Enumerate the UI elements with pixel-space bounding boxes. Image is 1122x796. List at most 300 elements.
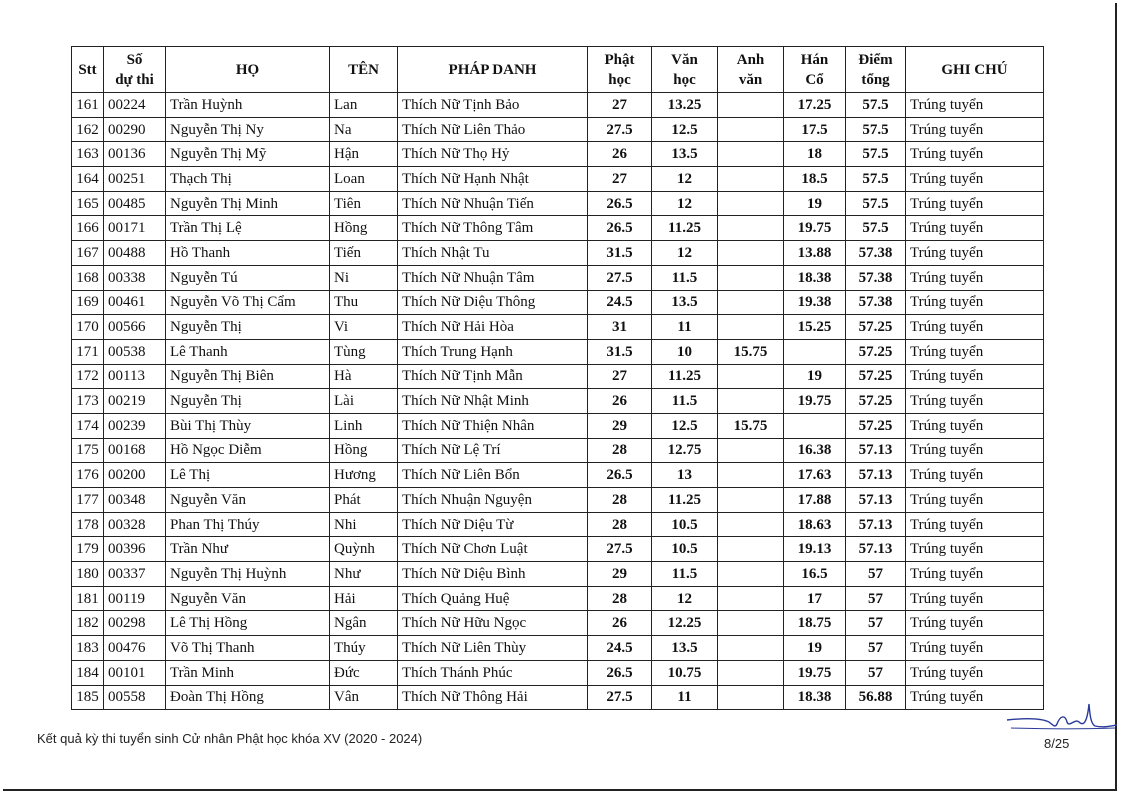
cell-dharma-name: Thích Nữ Hạnh Nhật — [398, 167, 588, 192]
cell-classical-chinese-score: 18.5 — [784, 167, 846, 192]
cell-literature-score: 13.5 — [652, 142, 718, 167]
cell-surname: Nguyễn Thị Minh — [166, 191, 330, 216]
cell-candidate-number: 00461 — [104, 290, 166, 315]
cell-candidate-number: 00200 — [104, 463, 166, 488]
cell-dharma-name: Thích Nữ Chơn Luật — [398, 537, 588, 562]
table-row — [72, 142, 1044, 167]
table-row — [72, 562, 1044, 587]
cell-classical-chinese-score: 19 — [784, 191, 846, 216]
cell-dharma-name: Thích Nữ Tịnh Mẫn — [398, 364, 588, 389]
cell-stt: 180 — [72, 562, 104, 587]
cell-dharma-name: Thích Nữ Nhuận Tâm — [398, 265, 588, 290]
cell-buddhism-score: 24.5 — [588, 290, 652, 315]
cell-classical-chinese-score: 17.63 — [784, 463, 846, 488]
col-header-buddhism-score: Phật học — [588, 47, 652, 93]
cell-candidate-number: 00485 — [104, 191, 166, 216]
cell-total-score: 57.5 — [846, 191, 906, 216]
cell-english-score — [718, 611, 784, 636]
page-number: 8/25 — [1044, 736, 1070, 751]
cell-classical-chinese-score: 19 — [784, 636, 846, 661]
col-header-total-score: Điểm tổng — [846, 47, 906, 93]
cell-literature-score: 12 — [652, 241, 718, 266]
signature-mark — [1005, 698, 1120, 740]
col-header-note: GHI CHÚ — [906, 47, 1044, 93]
col-header-english-score: Anh văn — [718, 47, 784, 93]
cell-candidate-number: 00538 — [104, 339, 166, 364]
cell-total-score: 57 — [846, 636, 906, 661]
cell-candidate-number: 00224 — [104, 93, 166, 118]
cell-buddhism-score: 31 — [588, 315, 652, 340]
table-row — [72, 463, 1044, 488]
footer-caption: Kết quả kỳ thi tuyển sinh Cử nhân Phật học khóa XV (2020 - 2024) — [37, 731, 423, 746]
cell-given-name: Hồng — [330, 438, 398, 463]
table-row — [72, 339, 1044, 364]
table-row — [72, 191, 1044, 216]
cell-buddhism-score: 26 — [588, 142, 652, 167]
cell-surname: Nguyễn Thị Biên — [166, 364, 330, 389]
cell-dharma-name: Thích Nữ Diệu Thông — [398, 290, 588, 315]
cell-stt: 166 — [72, 216, 104, 241]
cell-note: Trúng tuyển — [906, 611, 1044, 636]
cell-total-score: 57.13 — [846, 488, 906, 513]
cell-surname: Đoàn Thị Hồng — [166, 685, 330, 710]
cell-stt: 171 — [72, 339, 104, 364]
cell-literature-score: 12.5 — [652, 117, 718, 142]
cell-buddhism-score: 27.5 — [588, 117, 652, 142]
cell-total-score: 56.88 — [846, 685, 906, 710]
cell-classical-chinese-score: 17 — [784, 586, 846, 611]
table-row — [72, 512, 1044, 537]
cell-english-score: 15.75 — [718, 339, 784, 364]
cell-buddhism-score: 27.5 — [588, 265, 652, 290]
cell-buddhism-score: 26.5 — [588, 463, 652, 488]
cell-candidate-number: 00298 — [104, 611, 166, 636]
cell-english-score — [718, 660, 784, 685]
cell-given-name: Hương — [330, 463, 398, 488]
cell-classical-chinese-score: 16.38 — [784, 438, 846, 463]
cell-literature-score: 12.25 — [652, 611, 718, 636]
cell-given-name: Lan — [330, 93, 398, 118]
cell-english-score — [718, 636, 784, 661]
cell-dharma-name: Thích Nữ Nhuận Tiến — [398, 191, 588, 216]
cell-stt: 170 — [72, 315, 104, 340]
cell-total-score: 57.13 — [846, 537, 906, 562]
cell-buddhism-score: 28 — [588, 586, 652, 611]
cell-stt: 182 — [72, 611, 104, 636]
cell-surname: Nguyễn Thị Huỳnh — [166, 562, 330, 587]
cell-english-score — [718, 438, 784, 463]
cell-dharma-name: Thích Thánh Phúc — [398, 660, 588, 685]
cell-classical-chinese-score: 18.38 — [784, 685, 846, 710]
cell-note: Trúng tuyển — [906, 290, 1044, 315]
cell-classical-chinese-score: 19.13 — [784, 537, 846, 562]
cell-classical-chinese-score: 17.88 — [784, 488, 846, 513]
cell-buddhism-score: 27 — [588, 364, 652, 389]
cell-classical-chinese-score: 17.5 — [784, 117, 846, 142]
cell-stt: 167 — [72, 241, 104, 266]
cell-surname: Trần Như — [166, 537, 330, 562]
cell-note: Trúng tuyển — [906, 488, 1044, 513]
cell-given-name: Tùng — [330, 339, 398, 364]
cell-total-score: 57.5 — [846, 142, 906, 167]
cell-stt: 179 — [72, 537, 104, 562]
cell-dharma-name: Thích Nữ Hữu Ngọc — [398, 611, 588, 636]
col-header-surname: HỌ — [166, 47, 330, 93]
cell-dharma-name: Thích Nữ Thọ Hỷ — [398, 142, 588, 167]
cell-candidate-number: 00396 — [104, 537, 166, 562]
cell-dharma-name: Thích Nữ Diệu Bình — [398, 562, 588, 587]
cell-dharma-name: Thích Nhật Tu — [398, 241, 588, 266]
cell-classical-chinese-score: 18.75 — [784, 611, 846, 636]
table-row — [72, 364, 1044, 389]
cell-classical-chinese-score: 19.75 — [784, 216, 846, 241]
cell-stt: 164 — [72, 167, 104, 192]
cell-candidate-number: 00119 — [104, 586, 166, 611]
cell-given-name: Ni — [330, 265, 398, 290]
cell-literature-score: 10.75 — [652, 660, 718, 685]
cell-candidate-number: 00566 — [104, 315, 166, 340]
cell-stt: 174 — [72, 413, 104, 438]
cell-surname: Nguyễn Thị Mỹ — [166, 142, 330, 167]
cell-literature-score: 10.5 — [652, 537, 718, 562]
cell-total-score: 57.25 — [846, 413, 906, 438]
cell-given-name: Hà — [330, 364, 398, 389]
cell-total-score: 57.38 — [846, 241, 906, 266]
cell-literature-score: 13.5 — [652, 290, 718, 315]
cell-stt: 176 — [72, 463, 104, 488]
cell-candidate-number: 00328 — [104, 512, 166, 537]
cell-literature-score: 11.25 — [652, 488, 718, 513]
table-row — [72, 611, 1044, 636]
cell-note: Trúng tuyển — [906, 339, 1044, 364]
cell-total-score: 57.13 — [846, 512, 906, 537]
cell-total-score: 57.38 — [846, 265, 906, 290]
cell-classical-chinese-score: 16.5 — [784, 562, 846, 587]
cell-literature-score: 13 — [652, 463, 718, 488]
cell-given-name: Hồng — [330, 216, 398, 241]
cell-surname: Trần Huỳnh — [166, 93, 330, 118]
cell-given-name: Thu — [330, 290, 398, 315]
col-header-candidate-number: Số dự thi — [104, 47, 166, 93]
cell-note: Trúng tuyển — [906, 413, 1044, 438]
cell-literature-score: 12 — [652, 586, 718, 611]
cell-english-score — [718, 512, 784, 537]
cell-note: Trúng tuyển — [906, 660, 1044, 685]
cell-literature-score: 10.5 — [652, 512, 718, 537]
cell-stt: 178 — [72, 512, 104, 537]
cell-candidate-number: 00101 — [104, 660, 166, 685]
cell-english-score — [718, 216, 784, 241]
cell-stt: 163 — [72, 142, 104, 167]
cell-english-score — [718, 488, 784, 513]
cell-note: Trúng tuyển — [906, 315, 1044, 340]
cell-english-score — [718, 389, 784, 414]
cell-buddhism-score: 26.5 — [588, 216, 652, 241]
table-row — [72, 413, 1044, 438]
cell-note: Trúng tuyển — [906, 389, 1044, 414]
cell-given-name: Vân — [330, 685, 398, 710]
cell-given-name: Hải — [330, 586, 398, 611]
cell-note: Trúng tuyển — [906, 562, 1044, 587]
cell-given-name: Lài — [330, 389, 398, 414]
cell-dharma-name: Thích Nữ Thiện Nhân — [398, 413, 588, 438]
cell-surname: Nguyễn Văn — [166, 488, 330, 513]
cell-surname: Lê Thị Hồng — [166, 611, 330, 636]
table-row — [72, 636, 1044, 661]
cell-note: Trúng tuyển — [906, 537, 1044, 562]
cell-english-score — [718, 142, 784, 167]
cell-classical-chinese-score: 19.75 — [784, 389, 846, 414]
cell-total-score: 57.5 — [846, 167, 906, 192]
table-row — [72, 265, 1044, 290]
cell-dharma-name: Thích Nữ Liên Thùy — [398, 636, 588, 661]
cell-note: Trúng tuyển — [906, 586, 1044, 611]
cell-candidate-number: 00251 — [104, 167, 166, 192]
cell-candidate-number: 00113 — [104, 364, 166, 389]
cell-classical-chinese-score: 18.63 — [784, 512, 846, 537]
cell-given-name: Quỳnh — [330, 537, 398, 562]
table-row — [72, 537, 1044, 562]
cell-surname: Bùi Thị Thùy — [166, 413, 330, 438]
cell-dharma-name: Thích Nữ Thông Tâm — [398, 216, 588, 241]
cell-classical-chinese-score: 17.25 — [784, 93, 846, 118]
table-row — [72, 586, 1044, 611]
cell-dharma-name: Thích Quảng Huệ — [398, 586, 588, 611]
cell-classical-chinese-score: 18.38 — [784, 265, 846, 290]
cell-literature-score: 12.5 — [652, 413, 718, 438]
cell-stt: 184 — [72, 660, 104, 685]
cell-dharma-name: Thích Nữ Lệ Trí — [398, 438, 588, 463]
cell-note: Trúng tuyển — [906, 463, 1044, 488]
cell-total-score: 57 — [846, 611, 906, 636]
cell-total-score: 57 — [846, 586, 906, 611]
cell-given-name: Hận — [330, 142, 398, 167]
cell-classical-chinese-score: 19.75 — [784, 660, 846, 685]
cell-english-score — [718, 191, 784, 216]
cell-english-score — [718, 290, 784, 315]
cell-surname: Lê Thị — [166, 463, 330, 488]
cell-given-name: Linh — [330, 413, 398, 438]
cell-note: Trúng tuyển — [906, 142, 1044, 167]
cell-stt: 168 — [72, 265, 104, 290]
cell-dharma-name: Thích Nữ Liên Bổn — [398, 463, 588, 488]
cell-given-name: Vi — [330, 315, 398, 340]
cell-total-score: 57.25 — [846, 315, 906, 340]
results-body — [72, 93, 1044, 710]
table-row — [72, 315, 1044, 340]
cell-note: Trúng tuyển — [906, 636, 1044, 661]
cell-candidate-number: 00219 — [104, 389, 166, 414]
cell-candidate-number: 00239 — [104, 413, 166, 438]
cell-dharma-name: Thích Nữ Tịnh Bảo — [398, 93, 588, 118]
cell-classical-chinese-score: 15.25 — [784, 315, 846, 340]
cell-surname: Nguyễn Văn — [166, 586, 330, 611]
cell-note: Trúng tuyển — [906, 241, 1044, 266]
cell-literature-score: 13.5 — [652, 636, 718, 661]
cell-literature-score: 11.5 — [652, 389, 718, 414]
cell-stt: 165 — [72, 191, 104, 216]
cell-english-score — [718, 364, 784, 389]
cell-stt: 175 — [72, 438, 104, 463]
cell-surname: Lê Thanh — [166, 339, 330, 364]
table-row — [72, 438, 1044, 463]
cell-stt: 172 — [72, 364, 104, 389]
cell-given-name: Phát — [330, 488, 398, 513]
cell-given-name: Thúy — [330, 636, 398, 661]
cell-candidate-number: 00348 — [104, 488, 166, 513]
cell-literature-score: 11 — [652, 685, 718, 710]
table-row — [72, 117, 1044, 142]
cell-buddhism-score: 26 — [588, 389, 652, 414]
cell-surname: Thạch Thị — [166, 167, 330, 192]
cell-buddhism-score: 31.5 — [588, 241, 652, 266]
cell-surname: Trần Thị Lệ — [166, 216, 330, 241]
cell-literature-score: 13.25 — [652, 93, 718, 118]
cell-candidate-number: 00171 — [104, 216, 166, 241]
cell-english-score — [718, 265, 784, 290]
cell-literature-score: 10 — [652, 339, 718, 364]
cell-surname: Nguyễn Tú — [166, 265, 330, 290]
cell-surname: Võ Thị Thanh — [166, 636, 330, 661]
cell-stt: 181 — [72, 586, 104, 611]
cell-total-score: 57.25 — [846, 389, 906, 414]
cell-total-score: 57.5 — [846, 93, 906, 118]
cell-stt: 177 — [72, 488, 104, 513]
cell-dharma-name: Thích Nữ Diệu Từ — [398, 512, 588, 537]
cell-buddhism-score: 27 — [588, 93, 652, 118]
cell-surname: Nguyễn Thị Ny — [166, 117, 330, 142]
cell-buddhism-score: 27.5 — [588, 685, 652, 710]
cell-surname: Phan Thị Thúy — [166, 512, 330, 537]
cell-surname: Trần Minh — [166, 660, 330, 685]
cell-literature-score: 12 — [652, 167, 718, 192]
cell-note: Trúng tuyển — [906, 512, 1044, 537]
cell-buddhism-score: 28 — [588, 438, 652, 463]
cell-given-name: Tiến — [330, 241, 398, 266]
cell-english-score: 15.75 — [718, 413, 784, 438]
cell-dharma-name: Thích Nữ Liên Thảo — [398, 117, 588, 142]
cell-given-name: Đức — [330, 660, 398, 685]
cell-classical-chinese-score: 18 — [784, 142, 846, 167]
table-row — [72, 93, 1044, 118]
cell-given-name: Như — [330, 562, 398, 587]
cell-total-score: 57 — [846, 562, 906, 587]
cell-english-score — [718, 241, 784, 266]
cell-classical-chinese-score: 19 — [784, 364, 846, 389]
cell-english-score — [718, 537, 784, 562]
cell-note: Trúng tuyển — [906, 93, 1044, 118]
cell-candidate-number: 00488 — [104, 241, 166, 266]
cell-english-score — [718, 562, 784, 587]
cell-buddhism-score: 29 — [588, 562, 652, 587]
cell-literature-score: 11.5 — [652, 265, 718, 290]
cell-literature-score: 11.25 — [652, 216, 718, 241]
cell-note: Trúng tuyển — [906, 216, 1044, 241]
cell-total-score: 57 — [846, 660, 906, 685]
cell-surname: Nguyễn Thị — [166, 315, 330, 340]
cell-english-score — [718, 167, 784, 192]
cell-buddhism-score: 31.5 — [588, 339, 652, 364]
table-row — [72, 167, 1044, 192]
cell-buddhism-score: 28 — [588, 488, 652, 513]
cell-literature-score: 12.75 — [652, 438, 718, 463]
cell-buddhism-score: 24.5 — [588, 636, 652, 661]
cell-total-score: 57.5 — [846, 216, 906, 241]
cell-english-score — [718, 117, 784, 142]
cell-buddhism-score: 26 — [588, 611, 652, 636]
cell-note: Trúng tuyển — [906, 117, 1044, 142]
cell-stt: 169 — [72, 290, 104, 315]
cell-english-score — [718, 93, 784, 118]
results-table — [71, 46, 1044, 710]
cell-note: Trúng tuyển — [906, 438, 1044, 463]
cell-note: Trúng tuyển — [906, 685, 1044, 710]
cell-given-name: Na — [330, 117, 398, 142]
col-header-stt: Stt — [72, 47, 104, 93]
cell-english-score — [718, 315, 784, 340]
cell-dharma-name: Thích Trung Hạnh — [398, 339, 588, 364]
cell-stt: 162 — [72, 117, 104, 142]
col-header-literature-score: Văn học — [652, 47, 718, 93]
cell-surname: Nguyễn Võ Thị Cẩm — [166, 290, 330, 315]
cell-given-name: Ngân — [330, 611, 398, 636]
cell-total-score: 57.25 — [846, 339, 906, 364]
cell-note: Trúng tuyển — [906, 265, 1044, 290]
cell-total-score: 57.13 — [846, 463, 906, 488]
cell-given-name: Tiên — [330, 191, 398, 216]
cell-literature-score: 11.25 — [652, 364, 718, 389]
cell-given-name: Loan — [330, 167, 398, 192]
cell-surname: Nguyễn Thị — [166, 389, 330, 414]
cell-stt: 183 — [72, 636, 104, 661]
cell-stt: 161 — [72, 93, 104, 118]
col-header-dharma-name: PHÁP DANH — [398, 47, 588, 93]
cell-candidate-number: 00558 — [104, 685, 166, 710]
cell-total-score: 57.13 — [846, 438, 906, 463]
table-row — [72, 216, 1044, 241]
table-row — [72, 488, 1044, 513]
cell-candidate-number: 00476 — [104, 636, 166, 661]
header-row — [72, 47, 1044, 93]
cell-note: Trúng tuyển — [906, 167, 1044, 192]
cell-buddhism-score: 27 — [588, 167, 652, 192]
table-row — [72, 241, 1044, 266]
cell-buddhism-score: 29 — [588, 413, 652, 438]
cell-surname: Hồ Ngọc Diễm — [166, 438, 330, 463]
cell-stt: 173 — [72, 389, 104, 414]
cell-note: Trúng tuyển — [906, 364, 1044, 389]
cell-candidate-number: 00290 — [104, 117, 166, 142]
cell-literature-score: 11 — [652, 315, 718, 340]
cell-buddhism-score: 28 — [588, 512, 652, 537]
cell-dharma-name: Thích Nữ Nhật Minh — [398, 389, 588, 414]
cell-dharma-name: Thích Nhuận Nguyện — [398, 488, 588, 513]
table-row — [72, 290, 1044, 315]
cell-dharma-name: Thích Nữ Hải Hòa — [398, 315, 588, 340]
col-header-classical-chinese-score: Hán Cổ — [784, 47, 846, 93]
col-header-given-name: TÊN — [330, 47, 398, 93]
cell-candidate-number: 00338 — [104, 265, 166, 290]
cell-literature-score: 11.5 — [652, 562, 718, 587]
cell-classical-chinese-score — [784, 339, 846, 364]
cell-note: Trúng tuyển — [906, 191, 1044, 216]
cell-english-score — [718, 586, 784, 611]
cell-candidate-number: 00168 — [104, 438, 166, 463]
cell-surname: Hồ Thanh — [166, 241, 330, 266]
cell-classical-chinese-score: 19.38 — [784, 290, 846, 315]
cell-classical-chinese-score — [784, 413, 846, 438]
cell-given-name: Nhi — [330, 512, 398, 537]
